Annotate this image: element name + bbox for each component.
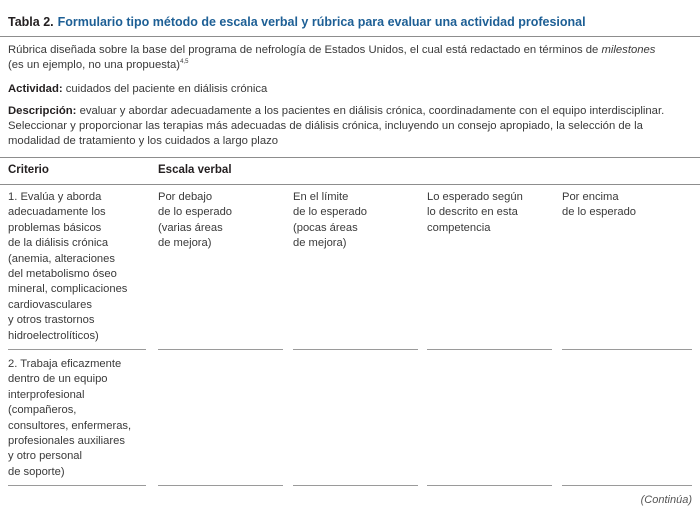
row-1-scale-limit: En el límite de lo esperado (pocas áreas de mejora) [293, 191, 368, 250]
row-1-scale-below: Por debajo de lo esperado (varias áreas de mejora) [158, 191, 233, 250]
intro-text-2: (es un ejemplo, no una propuesta) [8, 59, 181, 71]
table-title-text: Formulario tipo método de escala verbal y rúbrica para evaluar una actividad profesional [57, 15, 586, 29]
intro-references: 4,5 [180, 59, 189, 66]
column-header-escala: Escala verbal [158, 164, 232, 176]
continues-note: (Continúa) [640, 494, 692, 506]
activity-line [8, 82, 692, 97]
description-block [8, 104, 692, 149]
header-bottom-divider [0, 184, 700, 185]
header-top-divider [0, 157, 700, 158]
table-title [8, 14, 692, 30]
row-1-scale-above: Por encima de lo esperado [562, 191, 637, 219]
description-label: Descripción: [8, 105, 77, 117]
table-intro [8, 43, 692, 73]
row-1-criterio: 1. Evalúa y aborda adecuadamente los problemas básicos de la diálisis crónica (anemia, alteraciones del metabolismo óseo mineral, complicaciones cardiovasculares y otros trastornos hidroelectrolíticos) [8, 191, 128, 342]
column-header-criterio: Criterio [8, 164, 49, 176]
intro-italic-term: milestones [601, 44, 656, 56]
description-text: evaluar y abordar adecuadamente a los pacientes en diálisis crónica, coordinadamente con el equipo interdisciplinar. Seleccionar y proporcionar las terapias más adecuadas de diálisis crónica, incluyendo un consejo apropiado, la selección de la modalidad de tratamiento y los cuidados a largo plazo [8, 105, 665, 147]
row-2-criterio: 2. Trabaja eficazmente dentro de un equipo interprofesional (compañeros, consultores, enfermeras, profesionales auxiliares y otro personal de soporte) [8, 358, 132, 478]
activity-label: Actividad: [8, 83, 63, 95]
intro-text-1: Rúbrica diseñada sobre la base del programa de nefrología de Estados Unidos, el cual está redactado en términos de [8, 44, 602, 56]
activity-text: cuidados del paciente en diálisis crónica [65, 83, 268, 95]
table-label: Tabla 2. [8, 15, 54, 29]
title-divider [0, 36, 700, 37]
row-1-scale-expected: Lo esperado según lo descrito en esta competencia [427, 191, 523, 234]
